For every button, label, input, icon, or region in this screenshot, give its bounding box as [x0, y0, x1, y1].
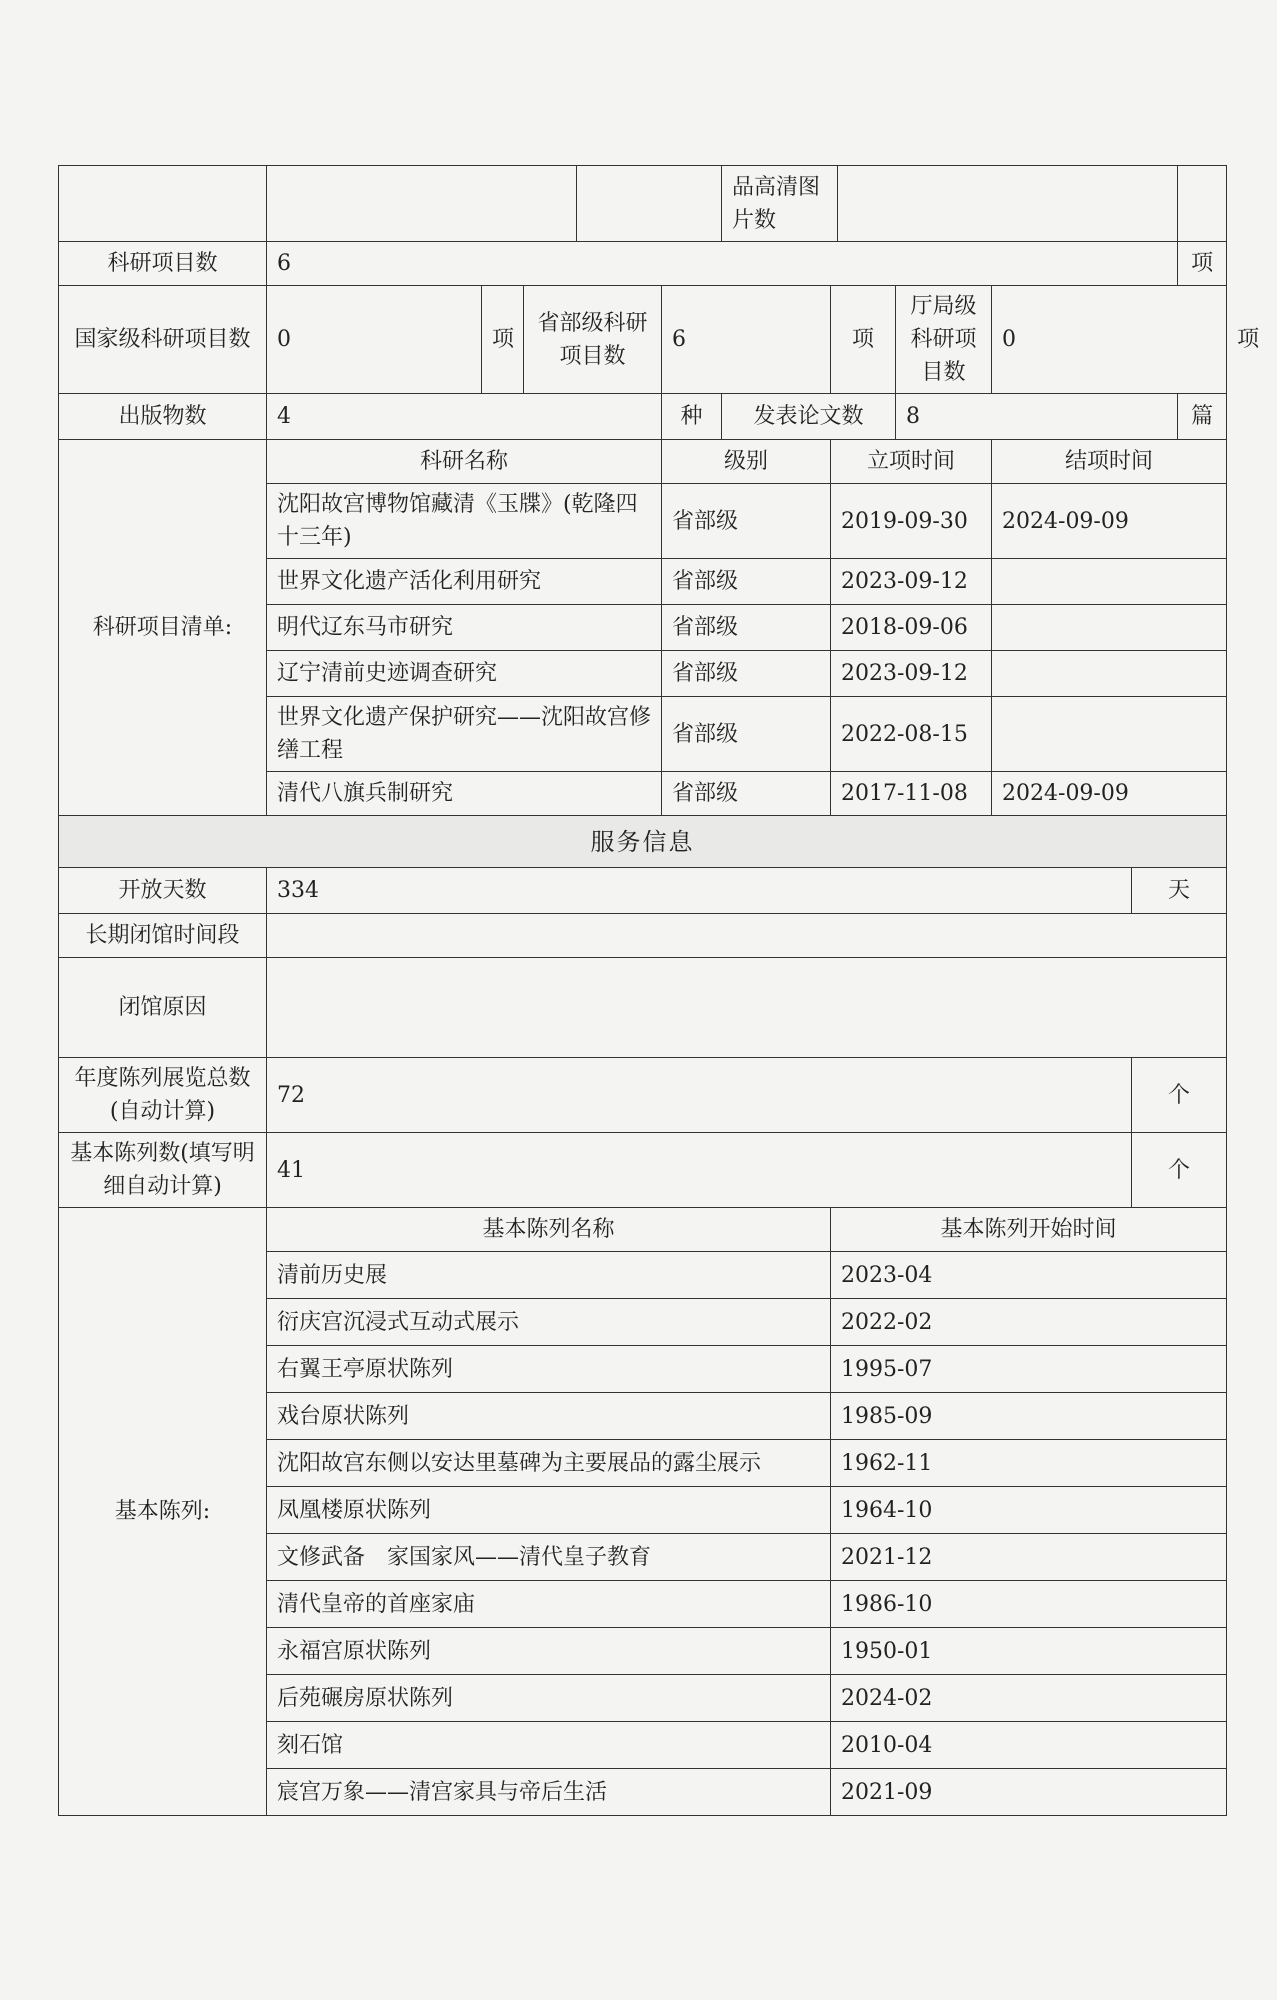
research-name: 辽宁清前史迹调查研究 [267, 651, 662, 697]
exhibition-name: 文修武备 家国家风——清代皇子教育 [267, 1534, 831, 1581]
long-closure-row [59, 914, 1227, 958]
exhibition-name: 右翼王亭原状陈列 [267, 1346, 831, 1393]
basic-exhibitions-count-label: 基本陈列数(填写明细自动计算) [59, 1133, 267, 1208]
exhibition-start: 2023-04 [831, 1252, 1227, 1299]
open-days-unit: 天 [1132, 868, 1227, 914]
publications-label: 出版物数 [59, 394, 267, 440]
basic-exhibitions-count-unit: 个 [1132, 1133, 1227, 1208]
research-end: 2024-09-09 [992, 484, 1227, 559]
exhibition-start: 1985-09 [831, 1393, 1227, 1440]
exhibition-name: 戏台原状陈列 [267, 1393, 831, 1440]
research-level: 省部级 [662, 605, 831, 651]
bureau-value: 0 [992, 286, 1227, 394]
hd-image-value [838, 166, 1178, 242]
exhibition-start: 2021-09 [831, 1769, 1227, 1816]
research-start: 2019-09-30 [831, 484, 992, 559]
exhibition-name: 清代皇帝的首座家庙 [267, 1581, 831, 1628]
museum-info-table [58, 165, 1260, 1816]
national-unit: 项 [482, 286, 524, 394]
closure-reason-label: 闭馆原因 [59, 958, 267, 1058]
open-days-row [59, 868, 1227, 914]
col-end-date: 结项时间 [992, 440, 1227, 484]
research-start: 2018-09-06 [831, 605, 992, 651]
exhibition-start: 1995-07 [831, 1346, 1227, 1393]
service-section-row [59, 816, 1227, 868]
col-level: 级别 [662, 440, 831, 484]
research-start: 2023-09-12 [831, 559, 992, 605]
blank-cell [577, 166, 722, 242]
basic-exhibitions-count-row [59, 1133, 1227, 1208]
long-closure-label: 长期闭馆时间段 [59, 914, 267, 958]
exhibition-name: 衍庆宫沉浸式互动式展示 [267, 1299, 831, 1346]
research-level: 省部级 [662, 651, 831, 697]
exhibition-name: 后苑碾房原状陈列 [267, 1675, 831, 1722]
blank-cell [267, 166, 577, 242]
col-start-date: 立项时间 [831, 440, 992, 484]
papers-label: 发表论文数 [722, 394, 896, 440]
research-start: 2023-09-12 [831, 651, 992, 697]
long-closure-value [267, 914, 1227, 958]
annual-exhibitions-row [59, 1058, 1227, 1133]
closure-reason-row [59, 958, 1227, 1058]
section-title: 服务信息 [59, 816, 1227, 868]
publications-value: 4 [267, 394, 662, 440]
research-end [992, 697, 1227, 772]
exhibition-name: 刻石馆 [267, 1722, 831, 1769]
form-sheet [58, 165, 1260, 1816]
research-end [992, 605, 1227, 651]
national-value: 0 [267, 286, 482, 394]
basic-exhibitions-header [59, 1208, 1227, 1252]
research-level: 省部级 [662, 697, 831, 772]
research-name: 世界文化遗产活化利用研究 [267, 559, 662, 605]
annual-exhibitions-label: 年度陈列展览总数(自动计算) [59, 1058, 267, 1133]
blank-cell [59, 166, 267, 242]
hd-image-row [59, 166, 1227, 242]
research-end: 2024-09-09 [992, 772, 1227, 816]
open-days-value: 334 [267, 868, 1132, 914]
basic-exhibitions-label: 基本陈列: [59, 1208, 267, 1816]
research-end [992, 559, 1227, 605]
project-count-unit: 项 [1178, 242, 1227, 286]
research-start: 2022-08-15 [831, 697, 992, 772]
provincial-unit: 项 [831, 286, 896, 394]
exhibition-start: 2010-04 [831, 1722, 1227, 1769]
exhibition-start: 1950-01 [831, 1628, 1227, 1675]
research-level: 省部级 [662, 772, 831, 816]
col-research-name: 科研名称 [267, 440, 662, 484]
publications-unit: 种 [662, 394, 722, 440]
exhibition-name: 宸宫万象——清宫家具与帝后生活 [267, 1769, 831, 1816]
exhibition-name: 清前历史展 [267, 1252, 831, 1299]
research-level: 省部级 [662, 484, 831, 559]
research-name: 清代八旗兵制研究 [267, 772, 662, 816]
exhibition-start: 2024-02 [831, 1675, 1227, 1722]
exhibition-start: 2022-02 [831, 1299, 1227, 1346]
exhibition-start: 1962-11 [831, 1440, 1227, 1487]
research-list-header [59, 440, 1227, 484]
closure-reason-value [267, 958, 1227, 1058]
provincial-label: 省部级科研项目数 [524, 286, 662, 394]
exhibition-start: 2021-12 [831, 1534, 1227, 1581]
papers-value: 8 [896, 394, 1178, 440]
project-count-row [59, 242, 1227, 286]
research-name: 沈阳故宫博物馆藏清《玉牒》(乾隆四十三年) [267, 484, 662, 559]
col-exhibition-start: 基本陈列开始时间 [831, 1208, 1227, 1252]
bureau-label: 厅局级科研项目数 [896, 286, 992, 394]
research-list-label: 科研项目清单: [59, 440, 267, 816]
publications-row [59, 394, 1227, 440]
annual-exhibitions-value: 72 [267, 1058, 1132, 1133]
exhibition-name: 沈阳故宫东侧以安达里墓碑为主要展品的露尘展示 [267, 1440, 831, 1487]
basic-exhibitions-count-value: 41 [267, 1133, 1132, 1208]
research-end [992, 651, 1227, 697]
project-count-value: 6 [267, 242, 1178, 286]
papers-unit: 篇 [1178, 394, 1227, 440]
provincial-value: 6 [662, 286, 831, 394]
research-level: 省部级 [662, 559, 831, 605]
national-label: 国家级科研项目数 [59, 286, 267, 394]
research-name: 明代辽东马市研究 [267, 605, 662, 651]
annual-exhibitions-unit: 个 [1132, 1058, 1227, 1133]
exhibition-name: 凤凰楼原状陈列 [267, 1487, 831, 1534]
exhibition-start: 1986-10 [831, 1581, 1227, 1628]
exhibition-name: 永福宫原状陈列 [267, 1628, 831, 1675]
hd-image-label: 品高清图片数 [722, 166, 838, 242]
project-count-label: 科研项目数 [59, 242, 267, 286]
project-level-row: 国家级科研项目数 0 项 省部级科研项目数 6 项 厅局级科研项目数 0 项 [59, 286, 1227, 394]
research-start: 2017-11-08 [831, 772, 992, 816]
col-exhibition-name: 基本陈列名称 [267, 1208, 831, 1252]
exhibition-start: 1964-10 [831, 1487, 1227, 1534]
research-name: 世界文化遗产保护研究——沈阳故宫修缮工程 [267, 697, 662, 772]
blank-cell [1178, 166, 1227, 242]
open-days-label: 开放天数 [59, 868, 267, 914]
